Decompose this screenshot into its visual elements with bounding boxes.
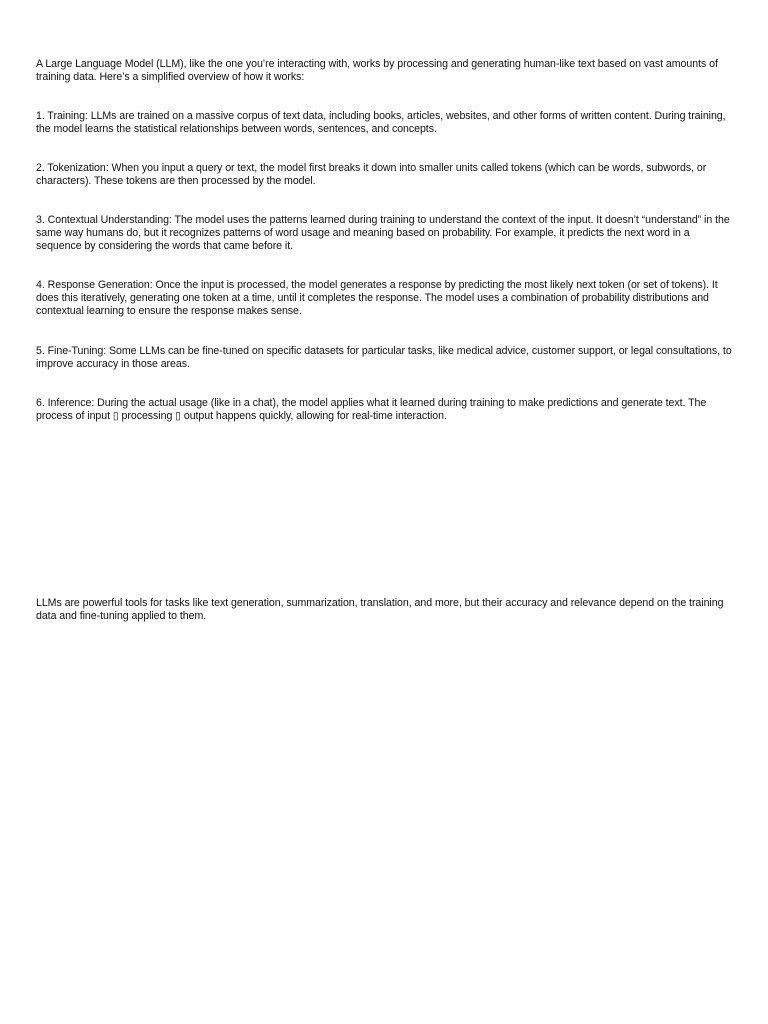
step-tokenization-paragraph: 2. Tokenization: When you input a query or text, the model first breaks it down into smaller units called tokens (which can be words, subwords, or characters). These tokens are then processed by the model.: [36, 162, 707, 187]
closing-paragraph: LLMs are powerful tools for tasks like text generation, summarization, translation, and more, but their accuracy and relevance depend on the training data and fine-tuning applied to them.: [36, 597, 724, 622]
step-response-generation-paragraph: 4. Response Generation: Once the input is processed, the model generates a response by predicting the most likely next token (or set of tokens). It does this iteratively, generating one token at a time, until it completes the response. The model uses a combination of probability distributions and contextual learning to ensure the response makes sense.: [36, 279, 718, 317]
step-fine-tuning-paragraph: 5. Fine-Tuning: Some LLMs can be fine-tuned on specific datasets for particular tasks, like medical advice, customer support, or legal consultations, to improve accuracy in those areas.: [36, 345, 732, 370]
step-training-paragraph: 1. Training: LLMs are trained on a massive corpus of text data, including books, articles, websites, and other forms of written content. During training, the model learns the statistical relationships between words, sentences, and concepts.: [36, 110, 726, 135]
intro-paragraph: A Large Language Model (LLM), like the one you’re interacting with, works by processing and generating human-like text based on vast amounts of training data. Here’s a simplified overview of how it works:: [36, 58, 718, 83]
step-inference-paragraph: 6. Inference: During the actual usage (like in a chat), the model applies what it learned during training to make predictions and generate text. The process of input ▯ processing ▯ output happens quickly, allowing for real-time interaction.: [36, 397, 707, 422]
step-contextual-understanding-paragraph: 3. Contextual Understanding: The model uses the patterns learned during training to understand the context of the input. It doesn’t “understand” in the same way humans do, but it recognizes patterns of word usage and meaning based on probability. For example, it predicts the next word in a sequence by considering the words that came before it.: [36, 214, 730, 252]
